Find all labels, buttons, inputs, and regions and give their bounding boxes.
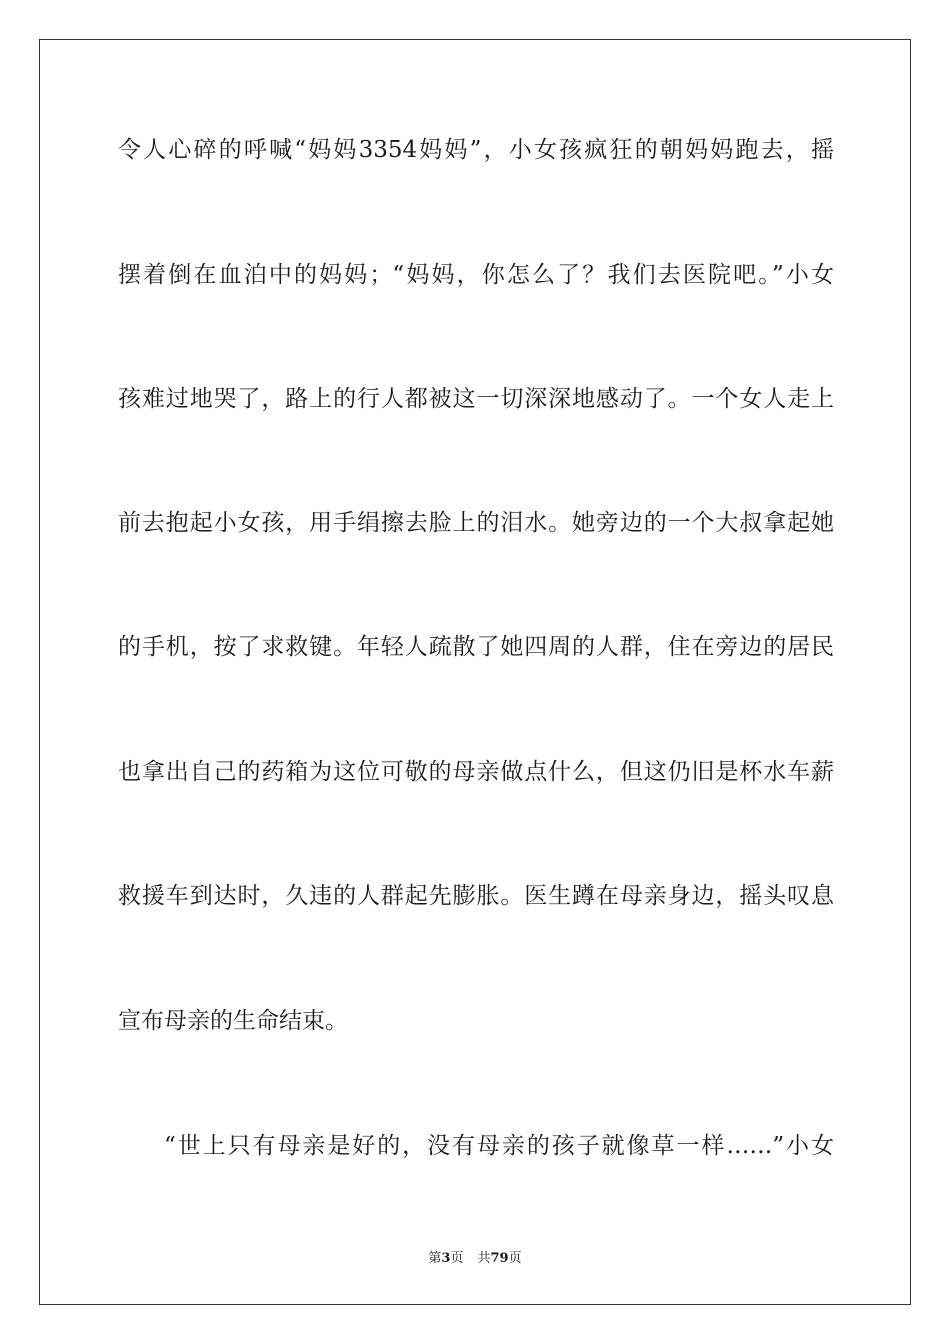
body-text-line-3: 孩难过地哭了，路上的行人都被这一切深深地感动了。一个女人走上 [118,386,834,412]
body-text-line-1: 令人心碎的呼喊“妈妈3354妈妈”，小女孩疯狂的朝妈妈跑去，摇 [118,137,834,163]
total-prefix: 共 [477,1251,491,1266]
body-text-line-5: 的手机，按了求救键。年轻人疏散了她四周的人群，住在旁边的居民 [118,634,834,660]
total-suffix: 页 [508,1251,522,1266]
total-pages: 79 [490,1251,509,1266]
body-text-line-9: “世上只有母亲是好的，没有母亲的孩子就像草一样……”小女 [164,1133,834,1159]
page-frame [39,39,911,1305]
body-text-line-2: 摆着倒在血泊中的妈妈；“妈妈，你怎么了？我们去医院吧。”小女 [118,262,834,288]
page-prefix: 第 [428,1251,442,1266]
body-text-line-4: 前去抱起小女孩，用手绢擦去脸上的泪水。她旁边的一个大叔拿起她 [118,510,834,536]
page-footer [0,1247,950,1266]
body-text-line-6: 也拿出自己的药箱为这位可敬的母亲做点什么，但这仍旧是杯水车薪 [118,759,834,785]
page-number: 3 [441,1251,451,1266]
page-suffix: 页 [450,1251,464,1266]
body-text-line-8: 宣布母亲的生命结束。 [118,1008,348,1034]
body-text-line-7: 救援车到达时，久违的人群起先膨胀。医生蹲在母亲身边，摇头叹息 [118,883,834,909]
